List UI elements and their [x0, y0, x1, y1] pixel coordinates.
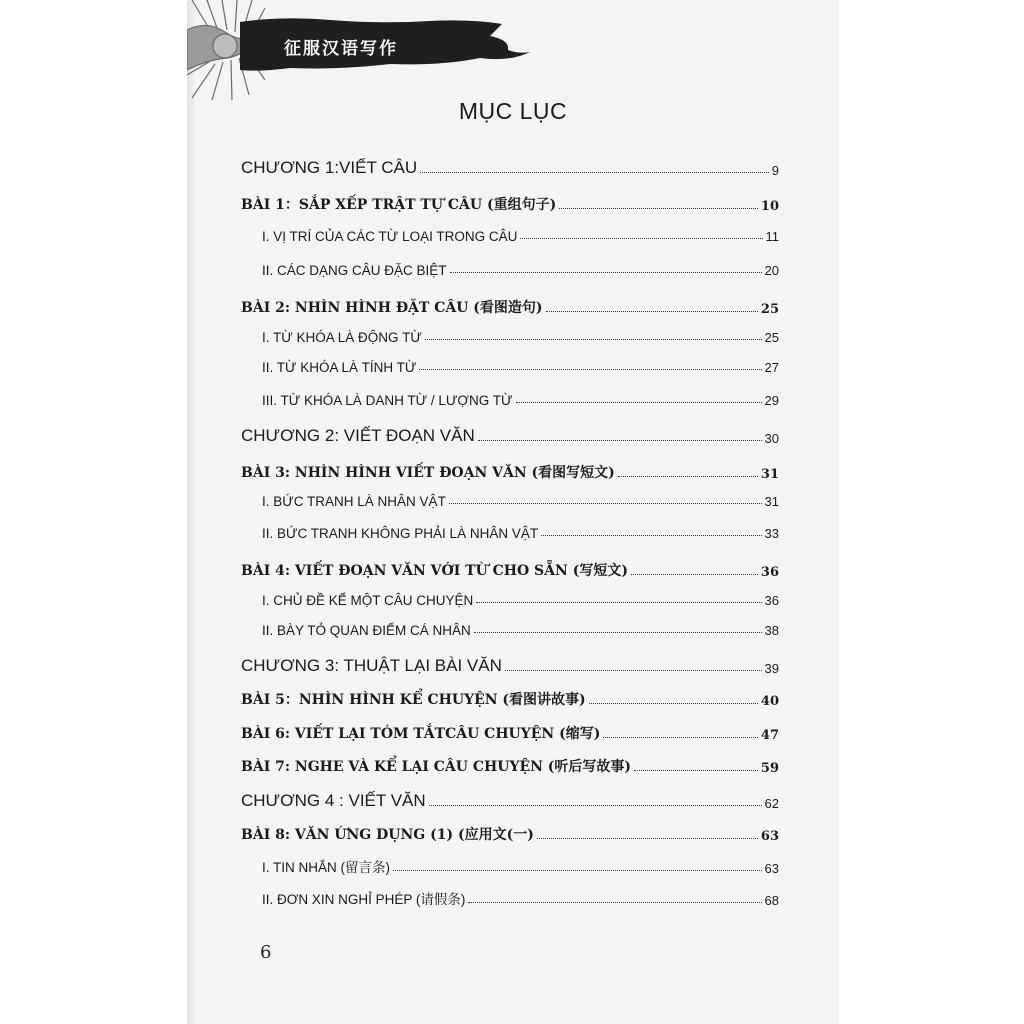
toc-entry-sub — [262, 856, 779, 876]
toc-entry-title: BÀI 8: VĂN ỨNG DỤNG (1) (应用文(一) — [241, 827, 534, 843]
toc-entry-lesson — [241, 297, 779, 317]
dot-leader — [603, 737, 758, 738]
toc-entry-title: II. ĐƠN XIN NGHỈ PHÉP (请假条) — [262, 892, 466, 907]
toc-entry-page: 25 — [760, 302, 779, 317]
toc-entry-title: BÀI 7: NGHE VÀ KỂ LẠI CÂU CHUYỆN (听后写故事) — [241, 759, 632, 775]
toc-entry-title: BÀI 6: VIẾT LẠI TÓM TẮTCÂU CHUYỆN (缩写) — [241, 726, 601, 742]
toc-entry-title: BÀI 2: NHÌN HÌNH ĐẶT CÂU (看图造句) — [241, 300, 543, 316]
toc-entry-title: II. BÀY TỎ QUAN ĐIỂM CÁ NHÂN — [262, 623, 471, 638]
toc-entry-title: CHƯƠNG 2: VIẾT ĐOẠN VĂN — [241, 426, 475, 445]
toc-entry-lesson — [241, 756, 779, 776]
page-shadow — [187, 0, 197, 1024]
dot-leader — [631, 574, 758, 575]
dot-leader — [505, 670, 762, 671]
toc-entry-lesson — [241, 462, 779, 482]
toc-heading: MỤC LỤC — [458, 98, 568, 124]
toc-entry-page: 9 — [771, 163, 779, 178]
toc-entry-lesson — [241, 824, 779, 844]
series-title: 征服汉语写作 — [284, 39, 398, 59]
dot-leader — [474, 632, 762, 633]
toc-entry-title: BÀI 4: VIẾT ĐOẠN VĂN VỚI TỪ CHO SẴN (写短文) — [241, 563, 628, 579]
toc-entry-title: I. VỊ TRÍ CỦA CÁC TỪ LOẠI TRONG CÂU — [262, 229, 518, 244]
dot-leader — [541, 535, 761, 536]
toc-entry-title: II. BỨC TRANH KHÔNG PHẢI LÀ NHÂN VẬT — [262, 526, 539, 541]
toc-entry-page: 10 — [760, 199, 779, 214]
toc-entry-sub — [262, 494, 779, 509]
toc-entry-page: 31 — [760, 467, 779, 482]
toc-entry-page: 30 — [764, 431, 779, 446]
toc-entry-sub — [262, 593, 779, 608]
toc-entry-title: I. BỨC TRANH LÀ NHÂN VẬT — [262, 494, 446, 509]
toc-entry-title: I. TIN NHẮN (留言条) — [262, 860, 390, 875]
toc-entry-lesson — [241, 723, 779, 743]
dot-leader — [634, 770, 758, 771]
page-number: 6 — [260, 942, 272, 963]
toc-entry-page: 59 — [760, 761, 779, 776]
toc-entry-title: I. CHỦ ĐỀ KỂ MỘT CÂU CHUYỆN — [262, 593, 474, 608]
toc-entry-title: II. CÁC DẠNG CÂU ĐẶC BIỆT — [262, 263, 447, 278]
toc-entry-page: 36 — [760, 565, 779, 580]
toc-entry-page: 33 — [764, 526, 779, 541]
toc-entry-sub — [262, 330, 779, 345]
toc-entry-title: CHƯƠNG 3: THUẬT LẠI BÀI VĂN — [241, 656, 502, 675]
toc-entry-page: 25 — [764, 330, 779, 345]
toc-entry-sub — [262, 393, 779, 408]
toc-entry-lesson — [241, 560, 779, 580]
dot-leader — [476, 602, 761, 603]
toc-entry-page: 39 — [764, 661, 779, 676]
toc-entry-sub — [262, 623, 779, 638]
toc-entry-sub — [262, 360, 779, 375]
dot-leader — [468, 902, 761, 903]
dot-leader — [589, 703, 758, 704]
dot-leader — [516, 402, 762, 403]
toc-entry-sub — [262, 263, 779, 278]
toc-entry-page: 68 — [764, 893, 779, 908]
dot-leader — [419, 369, 761, 370]
dot-leader — [559, 208, 758, 209]
toc-entry-sub — [262, 888, 779, 908]
toc-entry-chapter — [241, 656, 779, 676]
toc-entry-page: 47 — [760, 728, 779, 743]
toc-entry-title: III. TỪ KHÓA LÀ DANH TỪ / LƯỢNG TỪ — [262, 393, 513, 408]
toc-entry-title: II. TỪ KHÓA LÀ TÍNH TỪ — [262, 360, 417, 375]
toc-entry-sub — [262, 229, 779, 244]
dot-leader — [429, 805, 762, 806]
toc-entry-page: 38 — [764, 623, 779, 638]
dot-leader — [478, 440, 762, 441]
toc-entry-page: 11 — [765, 229, 779, 244]
dot-leader — [420, 172, 769, 173]
dot-leader — [546, 311, 758, 312]
dot-leader — [618, 476, 758, 477]
toc-entry-title: BÀI 5：NHÌN HÌNH KỂ CHUYỆN (看图讲故事) — [241, 692, 586, 708]
toc-entry-page: 36 — [764, 593, 779, 608]
toc-entry-chapter — [241, 426, 779, 446]
toc-entry-lesson — [241, 194, 779, 214]
toc-entry-page: 63 — [764, 861, 779, 876]
toc-entry-title: CHƯƠNG 1:VIẾT CÂU — [241, 158, 418, 177]
toc-entry-title: I. TỪ KHÓA LÀ ĐỘNG TỪ — [262, 330, 422, 345]
toc-entry-title: BÀI 1：SẮP XẾP TRẬT TỰ CÂU (重组句子) — [241, 197, 557, 213]
toc-entry-page: 31 — [764, 494, 779, 509]
toc-entry-chapter — [241, 791, 779, 811]
dot-leader — [425, 339, 762, 340]
toc-entry-page: 27 — [764, 360, 779, 375]
toc-entry-page: 20 — [764, 263, 779, 278]
dot-leader — [520, 238, 762, 239]
toc-entry-page: 63 — [760, 829, 779, 844]
dot-leader — [450, 272, 762, 273]
toc-entry-title: CHƯƠNG 4 : VIẾT VĂN — [241, 791, 426, 810]
toc-entry-sub — [262, 526, 779, 541]
dot-leader — [449, 503, 762, 504]
toc-entry-page: 29 — [764, 393, 779, 408]
dot-leader — [393, 870, 762, 871]
dot-leader — [537, 838, 758, 839]
toc-entry-page: 40 — [760, 694, 779, 709]
toc-entry-title: BÀI 3: NHÌN HÌNH VIẾT ĐOẠN VĂN (看图写短文) — [241, 465, 615, 481]
toc-entry-chapter — [241, 158, 779, 178]
toc-entry-page: 62 — [764, 796, 779, 811]
toc-entry-lesson — [241, 689, 779, 709]
